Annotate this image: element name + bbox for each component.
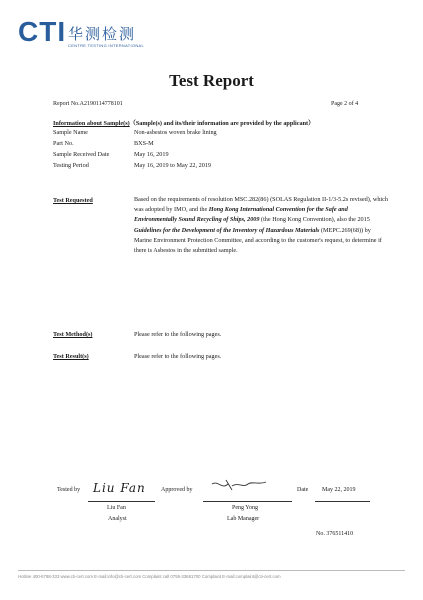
guidelines-title: Guidelines for the Development of the Inventory of Hazardous Materials [134,226,320,234]
info-value-sample-name: Non-asbestos woven brake lining [134,129,217,136]
date-label: Date [297,487,309,493]
test-result-value: Please refer to the following pages. [134,353,222,360]
info-label-part-no: Part No. [53,140,74,147]
info-heading [53,118,314,127]
date-line [315,501,370,502]
test-requested-text-1: Based on the requirements of resolution MSC.282(86) (SOLAS Regulation II-1/3-5.2s revised), which was adopted by IMO, and the [134,196,388,214]
info-value-received-date: May 16, 2019 [134,151,169,158]
info-value-part-no: BXS-M [134,140,154,147]
approved-by-line [203,501,292,502]
hong-kong-convention-title: Hong Kong International Convention for the Safe and Environmentally Sound Recycling of Ships, 2009 [134,206,348,224]
test-requested-text-3: (the Hong Kong Convention), also the 2015 [259,216,370,224]
tested-by-name: Liu Fan [107,505,126,511]
logo-text: CTI [18,16,67,47]
footer-contact: Hotline 400-6788-333 www.cti-cert.com E-mail:info@cti-cert.com Complaint call 0755-33681700 Complaint E-mail:complaint@cti-cert.com [18,574,281,579]
approved-signature-image [208,476,270,496]
page-title: Test Report [169,71,254,90]
approved-by-name: Peng Yong [232,505,259,511]
info-label-sample-name: Sample Name [53,129,88,136]
info-label-testing-period: Testing Period [53,162,89,169]
approved-by-label: Approved by [161,487,193,493]
test-result-label: Test Result(s) [53,353,89,360]
test-requested-text-5: (MEPC.269(68)) by Marine Environment Protection Committee, and according to the customer's request, to determine if there is Asbestos in the submitted sample. [134,226,382,255]
report-number: Report No.A2190114778101 [53,101,123,107]
test-method-label: Test Method(s) [53,331,93,338]
tested-by-signature: Liu Fan [93,481,146,495]
test-requested-text [134,195,389,256]
logo-chinese-name: 华测检测 [68,25,137,43]
document-number: No. 376511410 [316,531,354,537]
footer-divider [18,570,405,571]
tested-by-title: Analyst [108,516,127,522]
approved-by-title: Lab Manager [227,516,260,522]
info-heading-note: （Sample(s) and its/their information are provided by the applicant） [129,120,315,127]
tested-by-line [88,501,155,502]
logo-subtitle: CENTRE TESTING INTERNATIONAL [68,43,145,48]
page-indicator: Page 2 of 4 [331,101,359,107]
info-value-testing-period: May 16, 2019 to May 22, 2019 [134,162,211,169]
info-label-received-date: Sample Received Date [53,151,110,158]
tested-by-label: Tested by [57,487,81,493]
company-logo [18,16,66,48]
test-method-value: Please refer to the following pages. [134,331,222,338]
test-requested-label: Test Requested [53,197,93,204]
date-value: May 22, 2019 [322,487,356,493]
info-heading-title: Information about Sample(s) [53,120,130,127]
